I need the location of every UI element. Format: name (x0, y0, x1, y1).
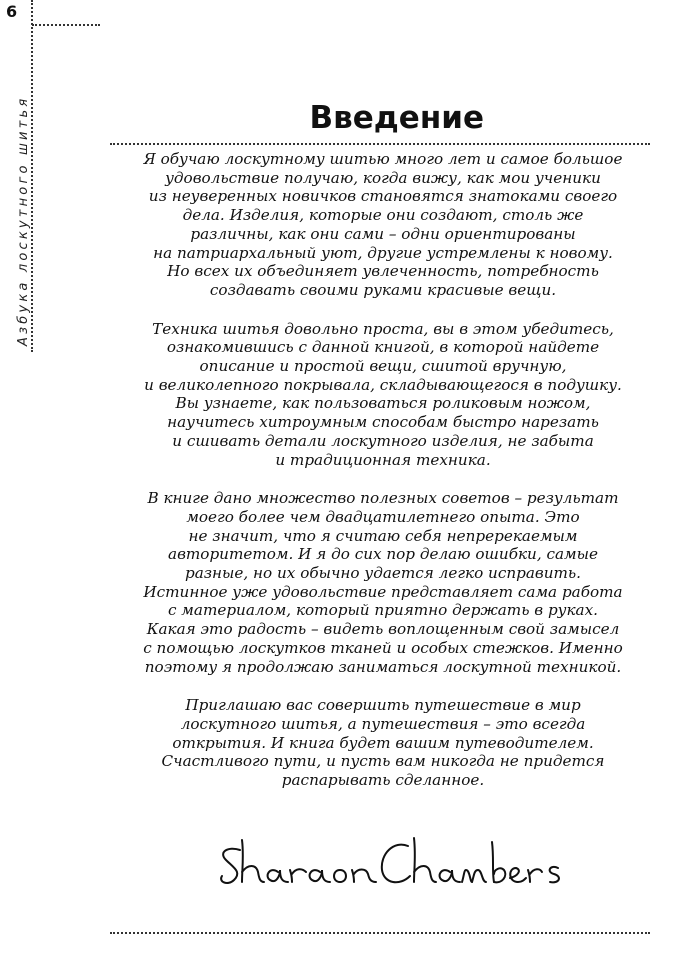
text-line: дела. Изделия, которые они создают, столь же (182, 206, 584, 225)
bottom-dotted-rule (110, 932, 650, 934)
text-line: разные, но их обычно удается легко исправить. (184, 564, 582, 583)
text-line: Я обучаю лоскутному шитью много лет и самое большое (143, 150, 623, 168)
text-line: описание и простой вещи, сшитой вручную, (199, 357, 567, 376)
running-title: Азбука лоскутного шитья (16, 95, 31, 346)
text-line: В книге дано множество полезных советов – результат (147, 489, 619, 508)
page-heading: Введение (309, 100, 484, 136)
text-line: Приглашаю вас совершить путешествие в мир (185, 696, 581, 715)
paragraph-2 (116, 320, 650, 470)
text-line: с помощью лоскутков тканей и особых стежков. Именно (143, 638, 623, 657)
text-line: авторитетом. И я до сих пор делаю ошибки, самые (168, 545, 598, 564)
text-line: удовольствие получаю, когда вижу, как мои ученики (165, 168, 601, 187)
text-line: и традиционная техника. (275, 450, 491, 469)
text-line: Вы узнаете, как пользоваться роликовым ножом, (175, 394, 591, 413)
text-line: распарывать сделанное. (281, 771, 485, 790)
text-line: создавать своими руками красивые вещи. (209, 280, 557, 299)
text-line: Счастливого пути, и пусть вам никогда не придется (161, 752, 605, 771)
paragraph-3 (116, 489, 650, 676)
top-dotted-rule (32, 24, 100, 26)
text-line: открытия. И книга будет вашим путеводителем. (172, 733, 594, 752)
text-line: Но всех их объединяет увлеченность, потребность (167, 262, 599, 281)
text-line: поэтому я продолжаю заниматься лоскутной техникой. (144, 657, 622, 676)
introduction-text (116, 150, 650, 810)
paragraph-1 (116, 150, 650, 300)
text-line: Истинное уже удовольствие представляет сама работа (143, 582, 623, 601)
text-line: лоскутного шитья, а путешествия – это всегда (180, 714, 586, 733)
text-line: на патриархальный уют, другие устремлены к новому. (153, 243, 613, 262)
text-line: научитесь хитроумным способам быстро нарезать (167, 413, 599, 432)
margin-dotted-rule (31, 0, 33, 352)
text-line: Техника шитья довольно проста, вы в этом убедитесь, (152, 319, 614, 338)
text-line: ознакомившись с данной книгой, в которой найдете (166, 338, 600, 357)
text-line: различны, как они сами – одни ориентированы (190, 224, 576, 243)
text-line: моего более чем двадцатилетнего опыта. Это (186, 507, 580, 526)
signature-image (212, 832, 572, 892)
text-line: из неуверенных новичков становятся знатоками своего (148, 187, 618, 206)
text-line: с материалом, который приятно держать в руках. (167, 601, 599, 620)
text-line: и сшивать детали лоскутного изделия, не забыта (172, 431, 594, 450)
text-line: Какая это радость – видеть воплощенным свой замысел (146, 620, 620, 639)
heading-dotted-rule (110, 143, 650, 145)
text-line: и великолепного покрывала, складывающегося в подушку. (144, 375, 622, 394)
paragraph-4 (116, 696, 650, 790)
text-line: не значит, что я считаю себя непререкаемым (188, 526, 578, 545)
page-number: 6 (6, 2, 18, 21)
